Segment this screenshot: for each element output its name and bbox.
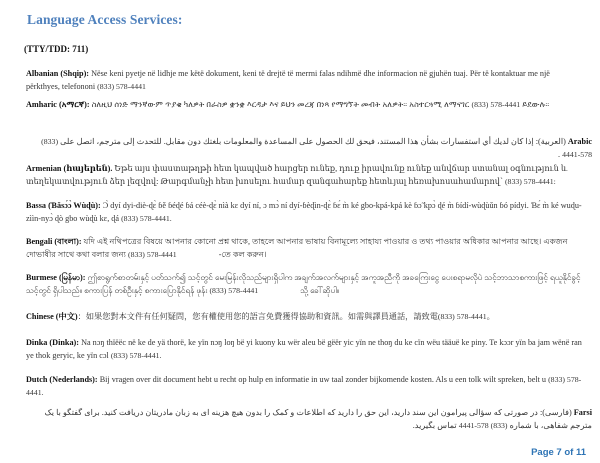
entry-albanian [26, 68, 582, 93]
entry-arabic [26, 136, 592, 161]
entry-suffix: -তে কল করুন। [218, 249, 267, 259]
entry-text: Ɔ̀ dyí dyi-diè-ɖɛ̀ ɓě ɓéɖé ɓá céè-ɖɛ̀ nìà kɛ dyí ní, ɔ mɔ̀ ní dyí-ɓèɖìn-ɖɛ̀ ɓɛ́ m̀ ké gbo-kpá-kpá kè ɓɔ̃ kpɔ̀ ɖé m̀ ɓídí-wùɖùǔn ɓó pídyi. Ɓɛ́ m̀ ké wuɖu-zììn-nyɔ̀ ɖò gbo wùɖù kɛ, ɖá [26, 201, 582, 223]
phone-number: (833) 578-4441 [127, 249, 177, 259]
language-label: Dutch (Nederlands): [26, 375, 98, 384]
entry-dinka [26, 337, 582, 362]
entry-text: যদি এই নথিপত্রের বিষয়ে আপনার কোনো প্রশ্ন থাকে, তাহলে আপনার ভাষায় বিনামূল্যে সাহায্য পাওয়ার ও তথ্য পাওয়ার অধিকার আপনার আছে। একজন দোভাষীর সাথে কথা বলার জন্য [26, 237, 568, 259]
entry-text: Bij vragen over dit document hebt u recht op hulp en informatie in uw taal zonder bijkomende kosten. Als u een tolk wilt spreken, belt u [97, 375, 549, 384]
language-label: Farsi [573, 408, 592, 417]
entry-text: ስለዚህ ሰነድ ማንኛውም ጥያቄ ካለዎት በራስዎ ቋንቋ እርዳታ እና ይህን መረጃ በነጻ የማግኘት መብት አለዎት። አስተርጓሚ ለማናገር [89, 100, 472, 109]
entry-suffix: ይደውሉ። [520, 100, 550, 109]
entry-armenian [26, 163, 582, 188]
language-label: Dinka (Dinka): [26, 338, 80, 347]
phone-number: (833) 578-4441. [26, 375, 582, 397]
tty-line: (TTY/TDD: 711) [24, 44, 89, 54]
entry-amharic [26, 99, 582, 112]
entry-text: Na nɔŋ thïëëc në ke de yä thorë, ke yïn nɔŋ loŋ bë yi kuony ku wër aleu bë gëër yic yïn ne thoŋ du ke cïn wëu tääuë ke piny. Te kɔɔr yïn ba jam wënë ran ye thok geryic, ke yïn cɔl [26, 338, 582, 360]
entry-text: Եթե այս փաստաթղթի հետ կապված հարցեր ունեք, դուք իրավունք ունեք անվճար ստանալ օգնություն և տեղեկատվություն ձեր լեզվով: Թարգմանչի հետ խոսելու համար զանգահարեք հետևյալ հեռախոսահամարով՝ [26, 164, 568, 186]
page-heading: Language Access Services: [27, 12, 183, 27]
entry-suffix: تماس بگیرید. [412, 420, 459, 430]
language-label: Albanian (Shqip): [26, 69, 90, 78]
entry-text: Nëse keni pyetje në lidhje me këtë dokument, keni të drejtë të merrni falas ndihmë dhe informacion në gjuhën tuaj. Për të kontaktuar me një përkthyes, telefononi [26, 69, 550, 91]
entry-burmese [26, 272, 582, 297]
entry-text: ဤစာရွက်စာတမ်းနှင့် ပတ်သက်၍ သင့်တွင် မေးမြန်းလိုသည်များရှိပါက အချက်အလက်များနှင့် အကူအညီကို အခကြေးငွေ ပေးစရာမလိုပဲ သင့်ဘာသာစကားဖြင့် ရယူနိုင်ခွင့် သင့်တွင် ရှိပါသည်။ စကားပြန် တစ်ဦးနှင့် စကားပြောနိုင်ရန် ဖုန်း [26, 273, 581, 295]
phone-number: (833) 578-4441. [110, 350, 162, 360]
entry-bassa [26, 200, 582, 225]
language-label: Chinese (中文) [26, 312, 78, 321]
phone-number: (833) 578-4441 [209, 285, 259, 295]
entry-bengali [26, 236, 582, 261]
language-label: Armenian (հայերեն). [26, 164, 113, 173]
entry-text: (فارسی): در صورتی که سؤالی پیرامون این سند دارید، این حق را دارید که اطلاعات و کمک را بدون هیچ هزینه ای به زبان مادریتان دریافت کنید. برای گفتگو با یک مترجم شفاهی، با شماره [44, 408, 592, 430]
language-label: Arabic [567, 137, 592, 146]
entry-dutch [26, 374, 582, 399]
phone-number: (833) 578-4441 [41, 137, 592, 159]
entry-farsi [26, 407, 592, 432]
entry-suffix: . [558, 149, 563, 159]
language-label: Bassa (Ɓǎsɔ́ɔ̀ Wùɖù): [26, 201, 101, 210]
page-number: Page 7 of 11 [531, 447, 586, 458]
phone-number: (833) 578-4441 [437, 312, 487, 321]
phone-number: (833) 578-4441. [121, 213, 172, 223]
language-label: Bengali (বাংলা): [26, 237, 82, 246]
entry-text: ：如果您對本文件有任何疑問，您有權使用您的語言免費獲得協助和資訊。如需與譯員通話，請致電 [77, 312, 438, 321]
entry-text: (العربية): إذا كان لديك أي استفسارات بشأن هذا المستند، فيحق لك الحصول على المساعدة والمعلومات بلغتك دون مقابل. للتحدث إلى مترجم، اتصل على [58, 137, 568, 146]
phone-number: (833) 578-4441: [504, 176, 556, 186]
phone-number: (833) 578-4441 [458, 420, 508, 430]
language-label: Amharic (አማርኛ): [26, 100, 90, 109]
entry-chinese [26, 311, 582, 324]
entry-suffix: သို့ ခေါ်ဆိုပါ။ [300, 285, 340, 295]
phone-number: (833) 578-4441 [97, 81, 146, 91]
phone-number: (833) 578-4441 [471, 100, 521, 109]
language-label: Burmese (မြန်မာ): [26, 273, 86, 282]
entry-suffix: 。 [486, 312, 495, 321]
